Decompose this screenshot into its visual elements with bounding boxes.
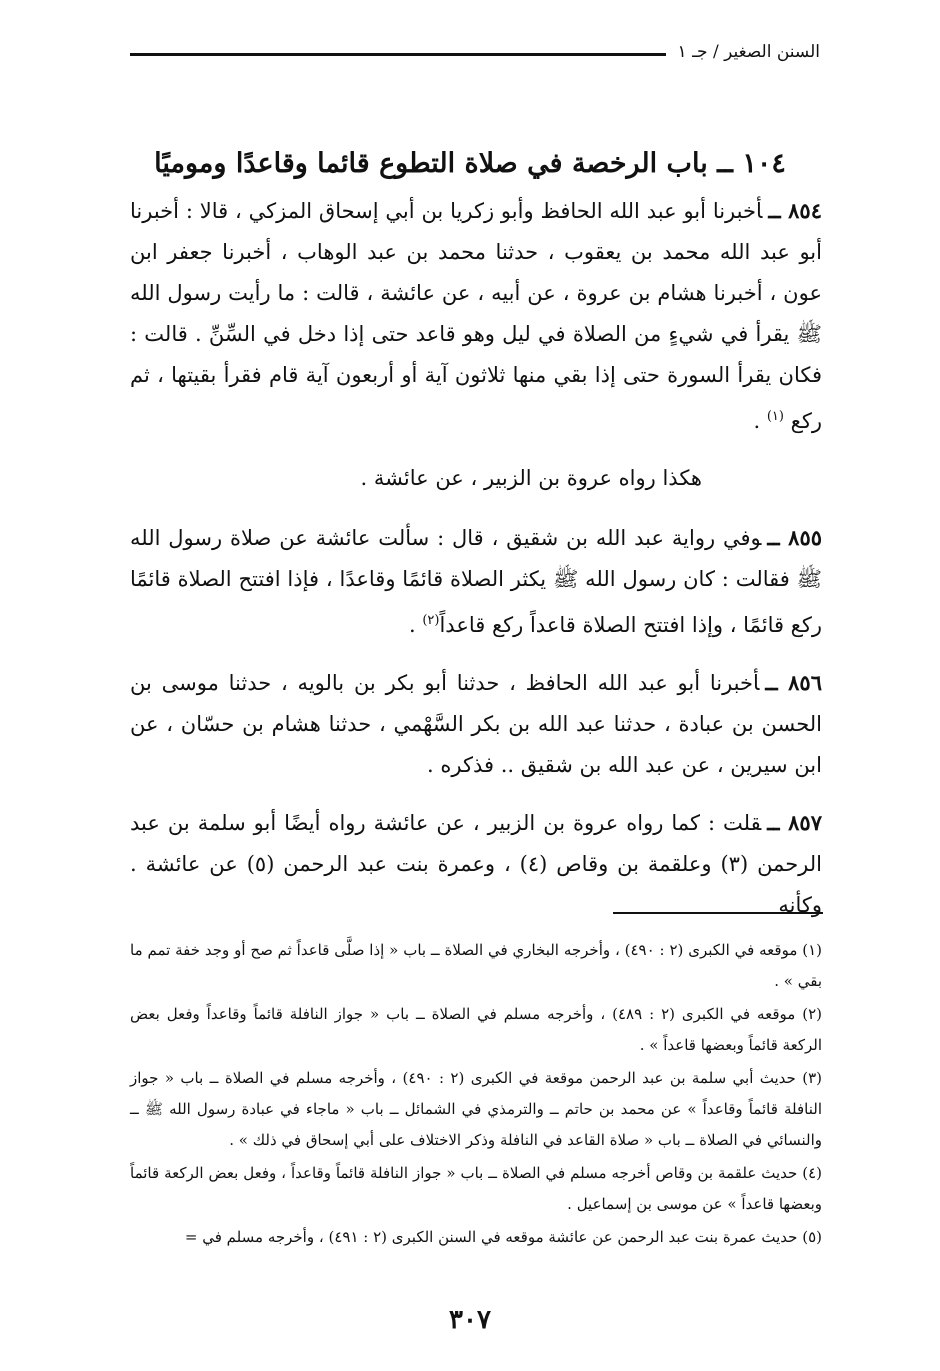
hadith-end: . <box>753 409 767 433</box>
hadith-text: قلت : كما رواه عروة بن الزبير ، عن عائشة رواه أيضًا أبو سلمة بن عبد الرحمن (٣) وعلقمة بن وقاص (٤) ، وعمرة بنت عبد الرحمن (٥) عن عائشة . وكأنه <box>130 811 822 917</box>
footnote-ref: (١) <box>766 409 784 424</box>
running-head-rule <box>130 53 666 56</box>
hadith-number: ٨٥٧ ــ <box>767 810 822 835</box>
hadith-text: أخبرنا أبو عبد الله الحافظ وأبو زكريا بن أبي إسحاق المزكي ، قالا : أخبرنا أبو عبد الله محمد بن يعقوب ، حدثنا محمد بن عبد الوهاب ، أخبرنا جعفر ابن عون ، أخبرنا هشام بن عروة ، عن أبيه ، عن عائشة ، قالت : ما رأيت رسول الله ﷺ يقرأ في شيءٍ من الصلاة في ليل وهو قاعد حتى إذا دخل في السِّنِّ . قالت : فكان يقرأ السورة حتى إذا بقي منها ثلاثون آية أو أربعون آية قام فقرأ بقيتها ، ثم ركع <box>130 199 822 433</box>
hadith-text: وفي رواية عبد الله بن شقيق ، قال : سألت عائشة عن صلاة رسول الله ﷺ فقالت : كان رسول الله ﷺ يكثر الصلاة قائمًا وقاعدًا ، فإذا افتتح الصلاة قائمًا ركع قائمًا ، وإذا افتتح الصلاة قاعداً ركع قاعداً <box>130 526 822 637</box>
footnote-3: (٣) حديث أبي سلمة بن عبد الرحمن موقعة في الكبرى (٢ : ٤٩٠) ، وأخرجه مسلم في الصلاة ــ باب « جواز النافلة قائماً وقاعداً » عن محمد بن حاتم ــ والترمذي في الشمائل ــ باب « ماجاء في عبادة رسول الله ﷺ ــ والنسائي في الصلاة ــ باب « صلاة القاعد في النافلة وذكر الاختلاف على أبي إسحاق في ذلك » . <box>130 1069 822 1149</box>
footnote-ref: (٢) <box>422 613 440 628</box>
hadith-857 <box>130 802 822 926</box>
running-head <box>130 42 820 62</box>
footnotes <box>130 935 822 1255</box>
chapter-title: ١٠٤ ــ باب الرخصة في صلاة التطوع قائما وقاعدًا وموميًا <box>154 148 786 180</box>
running-head-title: السنن الصغير / جـ ١ <box>677 42 820 62</box>
narration-note: هكذا رواه عروة بن الزبير ، عن عائشة . <box>360 466 702 490</box>
hadith-856 <box>130 662 822 786</box>
hadith-end: . <box>408 613 423 637</box>
footnote-separator <box>613 912 823 914</box>
footnote-4: (٤) حديث علقمة بن وقاص أخرجه مسلم في الصلاة ــ باب « جواز النافلة قائماً وقاعداً ، وفعل بعض الركعة قائماً وبعضها قاعداً » عن موسى بن إسماعيل . <box>130 1164 822 1213</box>
hadith-855 <box>130 517 822 646</box>
hadith-text: أخبرنا أبو عبد الله الحافظ ، حدثنا أبو بكر بن بالويه ، حدثنا موسى بن الحسن بن عبادة ، حدثنا عبد الله بن بكر السَّهْمي ، حدثنا هشام بن حسّان ، عن ابن سيرين ، عن عبد الله بن شقيق .. فذكره . <box>130 671 822 777</box>
main-text <box>130 190 822 942</box>
footnote-5: (٥) حديث عمرة بنت عبد الرحمن عن عائشة موقعه في السنن الكبرى (٢ : ٤٩١) ، وأخرجه مسلم في = <box>184 1228 822 1246</box>
hadith-number: ٨٥٦ ــ <box>765 670 822 695</box>
hadith-number: ٨٥٥ ــ <box>767 525 823 550</box>
page-number: ٣٠٧ <box>449 1305 491 1335</box>
footnote-1: (١) موقعه في الكبرى (٢ : ٤٩٠) ، وأخرجه البخاري في الصلاة ــ باب « إذا صلَّى قاعداً ثم صح أو وجد خفة تمم ما بقي » . <box>130 941 822 990</box>
hadith-number: ٨٥٤ ــ <box>768 198 822 223</box>
footnote-2: (٢) موقعه في الكبرى (٢ : ٤٨٩) ، وأخرجه مسلم في الصلاة ــ باب « جواز النافلة قائماً وقاعداً وفعل بعض الركعة قائماً وبعضها قاعداً » . <box>130 1005 822 1054</box>
hadith-854 <box>130 190 822 442</box>
